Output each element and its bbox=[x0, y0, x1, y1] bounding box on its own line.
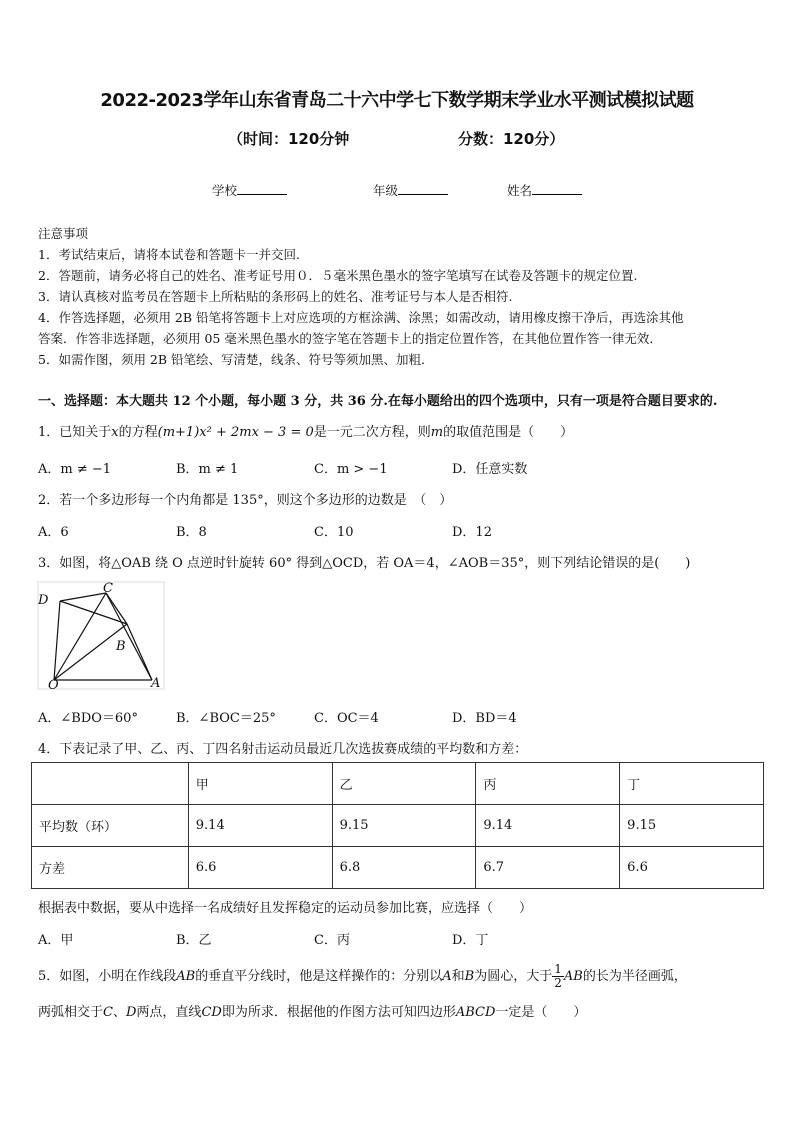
table-cell: 6.6 bbox=[620, 847, 764, 889]
q1-option-a: A．m ≠ −1 bbox=[38, 462, 112, 477]
label-B: B bbox=[116, 639, 126, 654]
q5-text: 和 bbox=[451, 969, 465, 984]
q4-followup: 根据表中数据，要从中选择一名成绩好且发挥稳定的运动员参加比赛，应选择（ ） bbox=[38, 901, 533, 916]
note-item: 答案．作答非选择题，必须用 05 毫米黑色墨水的签字笔在答题卡上的指定位置作答，在其他位置作答一律无效． bbox=[38, 331, 662, 346]
q1-equation: (m+1)x² + 2mx − 3 = 0 bbox=[157, 425, 314, 440]
q5-text: 为圆心，大于 bbox=[474, 969, 553, 984]
q1-text-mid: 的方程 bbox=[118, 425, 158, 440]
segment-BA bbox=[127, 624, 152, 680]
q3-option-c: C．OC＝4 bbox=[314, 711, 379, 726]
table-header-cell: 乙 bbox=[332, 763, 476, 805]
q5-text: 5．如图，小明在作线段 bbox=[38, 969, 177, 984]
q1-option-b: B．m ≠ 1 bbox=[176, 462, 239, 477]
exam-time: （时间：120分钟 bbox=[228, 130, 350, 148]
segment-CB bbox=[106, 593, 127, 624]
q2-option-a: A．6 bbox=[38, 525, 69, 540]
q5-var-AB: AB bbox=[563, 969, 583, 984]
label-C: C bbox=[103, 581, 113, 596]
q5-var-B: B bbox=[464, 969, 475, 984]
q5-var-D: D bbox=[125, 1005, 137, 1020]
q5-text: 、 bbox=[112, 1005, 126, 1020]
name-label: 姓名 bbox=[507, 183, 533, 198]
q5-text: 两点，直线 bbox=[136, 1005, 202, 1020]
question-4: 4．下表记录了甲、乙、丙、丁四名射击运动员最近几次选拔赛成绩的平均数和方差： bbox=[38, 742, 528, 757]
q1-var-m: m bbox=[430, 425, 444, 440]
q2-option-b: B．8 bbox=[176, 525, 207, 540]
table-cell: 平均数（环） bbox=[32, 805, 189, 847]
q3-option-d: D．BD＝4 bbox=[452, 711, 517, 726]
grade-blank bbox=[398, 182, 448, 195]
question-3: 3．如图，将△OAB 绕 O 点逆时针旋转 60° 得到△OCD，若 OA＝4，∠AOB＝35°，则下列结论错误的是( ) bbox=[38, 556, 691, 571]
table-cell: 9.14 bbox=[188, 805, 332, 847]
table-header-cell: 甲 bbox=[188, 763, 332, 805]
q5-var-AB: AB bbox=[176, 969, 196, 984]
segment-DC bbox=[60, 593, 106, 601]
table-header-cell: 丙 bbox=[476, 763, 620, 805]
q1-var-x: x bbox=[111, 425, 119, 440]
label-O: O bbox=[48, 678, 59, 692]
table-row bbox=[32, 847, 764, 889]
q5-text: 的垂直平分线时，他是这样操作的：分别以 bbox=[195, 969, 443, 984]
note-item: 5．如需作图，须用 2B 铅笔绘、写清楚，线条、符号等须加黑、加粗． bbox=[38, 352, 434, 367]
table-header-row bbox=[32, 763, 764, 805]
q1-text-after: 是一元二次方程，则 bbox=[313, 425, 431, 440]
segment-CO bbox=[54, 593, 106, 680]
q5-var-A: A bbox=[442, 969, 452, 984]
q4-option-a: A．甲 bbox=[38, 933, 74, 948]
table-cell: 9.15 bbox=[620, 805, 764, 847]
notes-block bbox=[38, 223, 684, 370]
q5-text: 即为所求．根据他的作图方法可知四边形 bbox=[221, 1005, 456, 1020]
segment-DO bbox=[54, 601, 60, 680]
fraction-one-half bbox=[552, 963, 564, 990]
q3-option-a: A．∠BDO＝60° bbox=[38, 711, 138, 726]
table-cell: 6.6 bbox=[188, 847, 332, 889]
fraction-denominator: 2 bbox=[554, 976, 562, 990]
note-item: 3．请认真核对监考员在答题卡上所粘贴的条形码上的姓名、准考证号与本人是否相符. bbox=[38, 289, 513, 304]
table-cell: 9.14 bbox=[476, 805, 620, 847]
q1-text-prefix: 1．已知关于 bbox=[38, 425, 112, 440]
fraction-numerator: 1 bbox=[554, 962, 562, 976]
grade-label: 年级 bbox=[373, 183, 399, 198]
q1-option-c: C．m > −1 bbox=[314, 462, 388, 477]
page-title: 2022-2023学年山东省青岛二十六中学七下数学期末学业水平测试模拟试题 bbox=[100, 90, 694, 111]
q1-text-suffix: 的取值范围是（ ） bbox=[443, 425, 574, 440]
label-D: D bbox=[38, 593, 49, 608]
q4-option-c: C．丙 bbox=[314, 933, 350, 948]
q3-figure bbox=[36, 580, 166, 692]
note-item: 1．考试结束后，请将本试卷和答题卡一并交回. bbox=[38, 247, 300, 262]
segment-CA bbox=[106, 593, 152, 680]
table-cell: 方差 bbox=[32, 847, 189, 889]
name-field bbox=[507, 181, 582, 199]
question-5-line-1 bbox=[38, 963, 687, 990]
table-header-cell: 丁 bbox=[620, 763, 764, 805]
q5-text: 两弧相交于 bbox=[38, 1005, 104, 1020]
q5-text: 一定是（ ） bbox=[495, 1005, 587, 1020]
table-cell: 9.15 bbox=[332, 805, 476, 847]
table-header-cell bbox=[32, 763, 189, 805]
table-cell: 6.7 bbox=[476, 847, 620, 889]
q5-var-CD: CD bbox=[201, 1005, 222, 1020]
table-row bbox=[32, 805, 764, 847]
q5-text: 的长为半径画弧， bbox=[582, 969, 687, 984]
q5-var-ABCD: ABCD bbox=[455, 1005, 496, 1020]
q4-option-b: B．乙 bbox=[176, 933, 212, 948]
question-2: 2．若一个多边形每一个内角都是 135°，则这个多边形的边数是 （ ） bbox=[38, 493, 453, 508]
scores-table bbox=[31, 762, 764, 889]
school-label: 学校 bbox=[212, 183, 238, 198]
exam-score: 分数：120分） bbox=[458, 130, 565, 148]
question-1 bbox=[38, 421, 573, 440]
table-cell: 6.8 bbox=[332, 847, 476, 889]
q2-option-c: C．10 bbox=[314, 525, 354, 540]
note-item: 2．答题前，请务必将自己的姓名、准考证号用０．５毫米黑色墨水的签字笔填写在试卷及答题卡的规定位置. bbox=[38, 268, 638, 283]
school-blank bbox=[237, 182, 287, 195]
q5-var-C: C bbox=[103, 1005, 113, 1020]
q1-option-d: D．任意实数 bbox=[452, 462, 528, 477]
question-5-line-2 bbox=[38, 1001, 586, 1020]
name-blank bbox=[532, 182, 582, 195]
grade-field bbox=[373, 181, 448, 199]
note-item: 4．作答选择题，必须用 2B 铅笔将答题卡上对应选项的方框涂满、涂黑；如需改动，请用橡皮擦干净后，再选涂其他 bbox=[38, 310, 684, 325]
label-A: A bbox=[151, 676, 161, 691]
school-field bbox=[212, 181, 287, 199]
section-heading: 一、选择题：本大题共 12 个小题，每小题 3 分，共 36 分.在每小题给出的四个选项中，只有一项是符合题目要求的. bbox=[38, 394, 718, 409]
q3-option-b: B．∠BOC＝25° bbox=[176, 711, 276, 726]
notes-heading: 注意事项 bbox=[38, 226, 89, 241]
q4-option-d: D．丁 bbox=[452, 933, 489, 948]
q2-option-d: D．12 bbox=[452, 525, 492, 540]
